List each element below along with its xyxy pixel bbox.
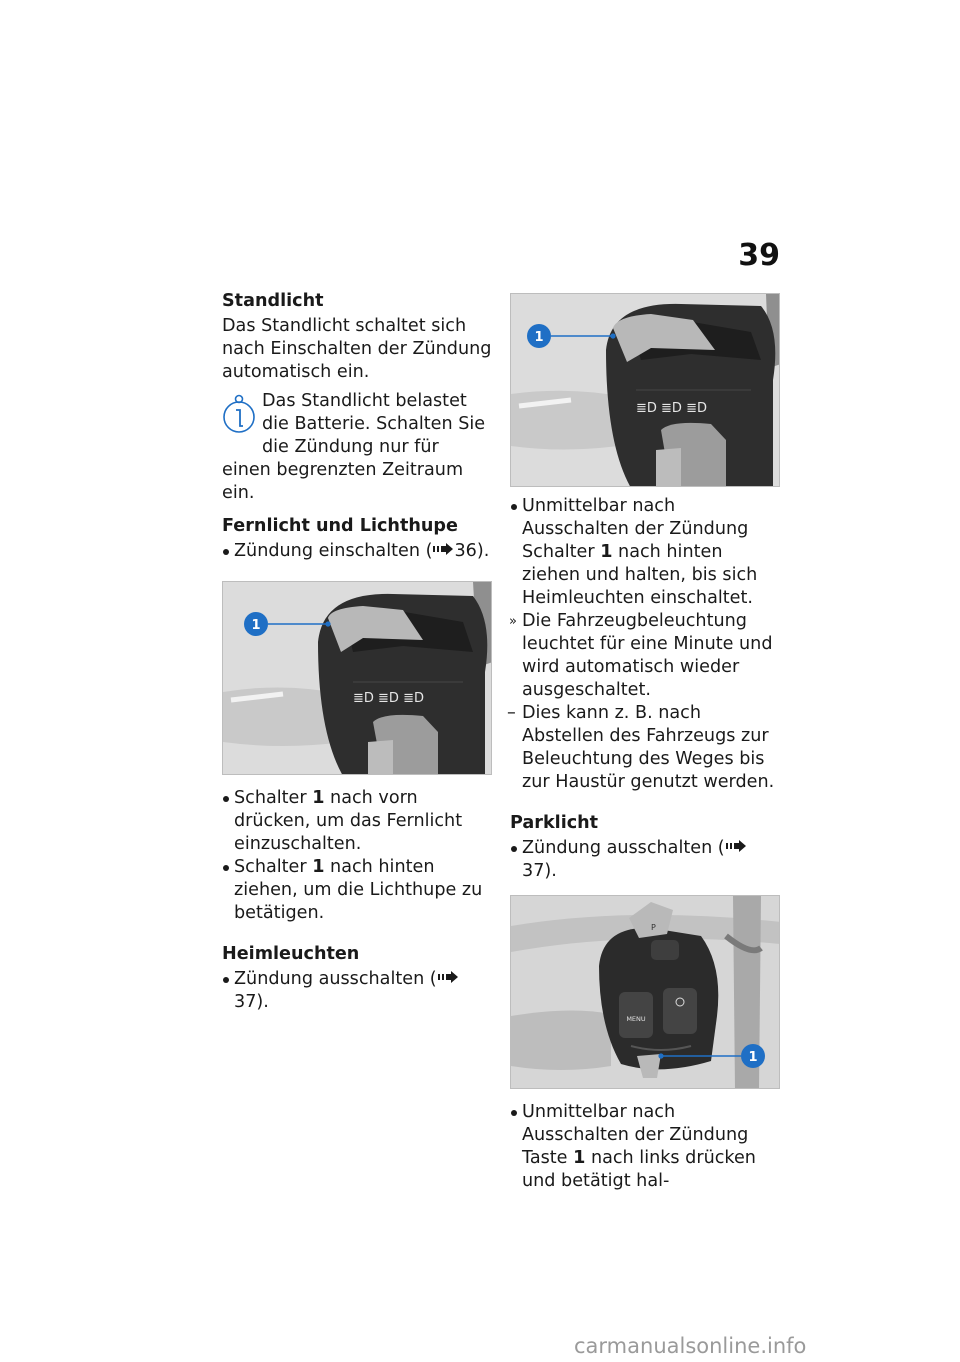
info-text: Dies kann z. B. nach Abstellen des Fahrzeugs zur Beleuchtung des Weges bis zur Haustür genutzt werden. (522, 703, 775, 792)
handlebar-switch-illustration (223, 582, 492, 775)
page-reference[interactable]: 36 (454, 541, 477, 561)
list-item (222, 856, 492, 925)
step-text-end: ). (256, 992, 269, 1012)
heimleuchten-heading: Heimleuchten (222, 944, 360, 964)
figure-callout: 1 (748, 1050, 758, 1065)
step-text: Schalter (234, 857, 313, 877)
step-text-end: nach links drücken und betätigt hal- (522, 1148, 756, 1191)
left-column (222, 290, 492, 1022)
step-text-end: nach hinten ziehen und halten, bis sich Heimleuchten einschaltet. (522, 542, 758, 608)
step-text: Zündung ausschalten ( (234, 969, 437, 989)
step-text: Zündung einschalten ( (234, 541, 433, 561)
list-item (510, 1101, 780, 1193)
result-text: Die Fahrzeugbeleuchtung leuchtet für eine Minute und wird automatisch wieder ausgeschaltet. (522, 611, 773, 700)
button-number: 1 (573, 1148, 586, 1168)
parklicht-heading: Parklicht (510, 813, 599, 833)
step-text: Unmittelbar nach Ausschalten der Zündung Schalter (522, 496, 749, 562)
figure-callout: 1 (534, 330, 544, 345)
page-reference-arrow-icon (725, 840, 747, 852)
step-text-end: nach hinten ziehen, um die Lichthupe zu betätigen. (234, 857, 483, 923)
standlicht-heading: Standlicht (222, 291, 324, 311)
right-column (507, 293, 780, 1201)
list-item (510, 837, 780, 883)
figure-heimleuchten-switch (510, 293, 780, 487)
page-reference[interactable]: 37 (522, 861, 545, 881)
page-reference[interactable]: 37 (234, 992, 257, 1012)
bullet (223, 796, 229, 802)
bullet (223, 549, 229, 555)
step-text: Zündung ausschalten ( (522, 838, 725, 858)
menu-label: MENU (626, 1015, 646, 1023)
watermark: carmanualsonline.info (574, 1334, 807, 1358)
list-item (510, 495, 780, 610)
step-text-end: ). (476, 541, 490, 561)
result-marker: » (509, 614, 517, 629)
heimleuchten-prereq-list (222, 968, 492, 1014)
info-icon (222, 393, 256, 441)
standlicht-text: Das Standlicht schaltet sich nach Einschalten der Zündung automatisch ein. (222, 316, 492, 382)
list-item (222, 787, 492, 856)
step-text: Unmittelbar nach Ausschalten der Zündung Taste (522, 1102, 749, 1168)
switch-number: 1 (600, 542, 613, 562)
dash-marker: – (507, 703, 516, 723)
list-item (222, 968, 492, 1014)
parklicht-prereq-list (510, 837, 780, 883)
step-text-end: nach vorn drücken, um das Fernlicht einzuschalten. (234, 788, 463, 854)
fernlicht-heading: Fernlicht und Lichthupe (222, 516, 458, 536)
bullet (511, 1110, 517, 1116)
figure-fernlicht-switch (222, 581, 492, 775)
step-text: Schalter (234, 788, 313, 808)
step-text-end: ). (544, 861, 557, 881)
figure-callout: 1 (251, 618, 261, 633)
page-reference-arrow-icon (432, 543, 454, 555)
result-item (510, 610, 780, 702)
page-reference-arrow-icon (437, 971, 459, 983)
info-item (507, 702, 780, 794)
bullet (511, 846, 517, 852)
bullet (223, 865, 229, 871)
svg-text:P: P (651, 923, 656, 932)
handlebar-switch-illustration (511, 294, 780, 487)
left-handlebar-switch-illustration (511, 896, 780, 1089)
svg-text:≣D ≣D ≣D: ≣D ≣D ≣D (353, 691, 424, 706)
standlicht-note-text: Das Standlicht belastet die Batterie. Schalten Sie die Zündung nur für einen begrenzten Zeitraum ein. (222, 391, 486, 503)
heimleuchten-steps-list (507, 495, 780, 794)
list-item (222, 540, 492, 563)
fernlicht-steps-list (222, 787, 492, 925)
parklicht-steps-list (510, 1101, 780, 1193)
standlicht-note (222, 390, 492, 505)
switch-number: 1 (312, 788, 325, 808)
page-number: 39 (738, 238, 780, 273)
svg-text:≣D ≣D ≣D: ≣D ≣D ≣D (636, 401, 707, 416)
fernlicht-prereq-list (222, 540, 492, 563)
figure-parklicht-switch (510, 895, 780, 1089)
bullet (223, 977, 229, 983)
bullet (511, 504, 517, 510)
switch-number: 1 (312, 857, 325, 877)
